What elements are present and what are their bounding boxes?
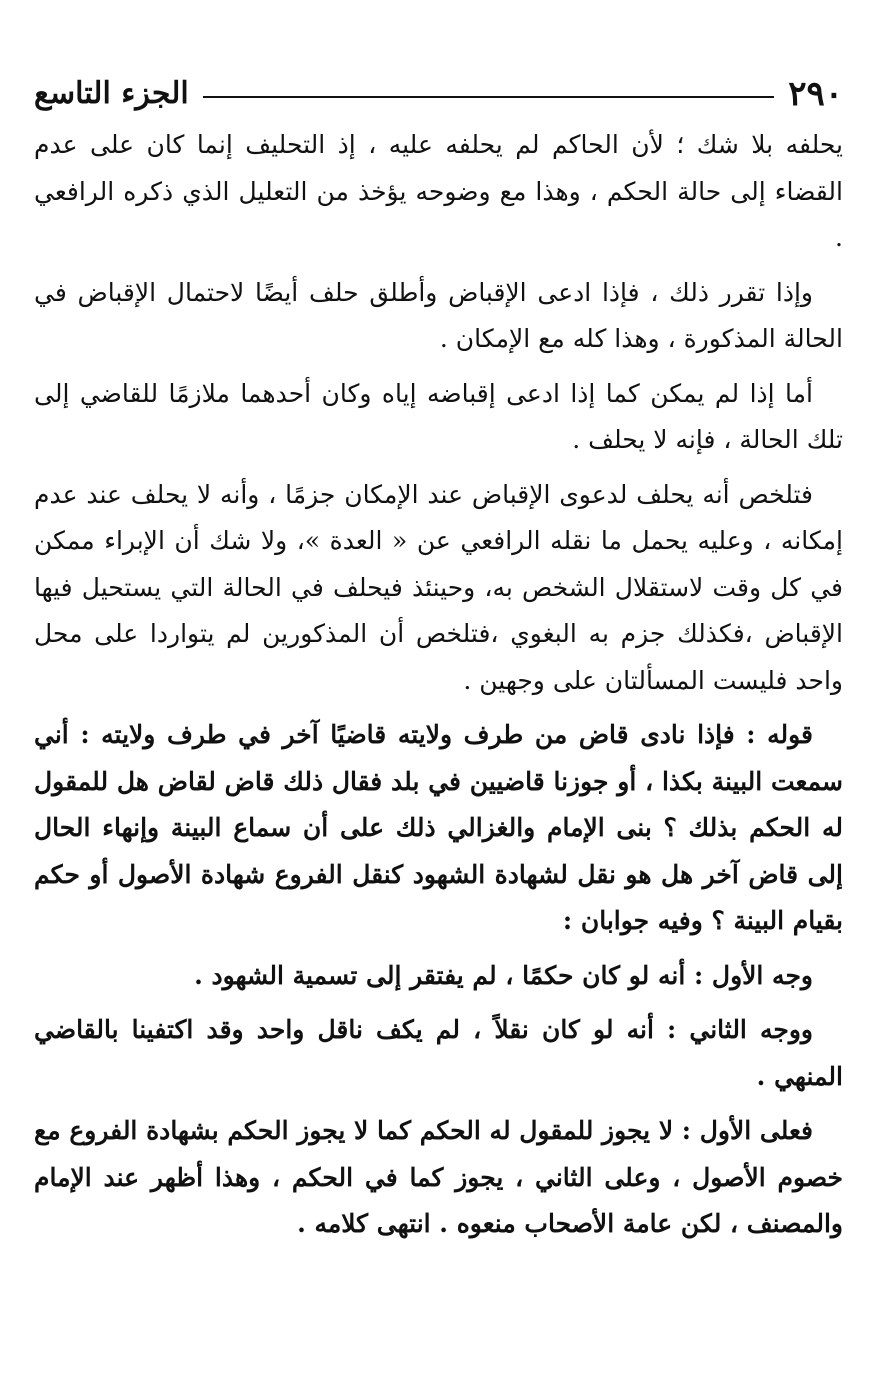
running-title: الجزء التاسع: [34, 76, 189, 111]
paragraph-3: أما إذا لم يمكن كما إذا ادعى إقباضه إياه وكان أحدهما ملازمًا للقاضي إلى تلك الحالة ، فإنه لا يحلف .: [34, 378, 843, 454]
paragraph-2: وإذا تقرر ذلك ، فإذا ادعى الإقباض وأطلق حلف أيضًا لاحتمال الإقباض في الحالة المذكورة ، وهذا كله مع الإمكان .: [34, 277, 843, 353]
paragraph-6-first-view: وجه الأول : أنه لو كان حكمًا ، لم يفتقر إلى تسمية الشهود .: [194, 960, 813, 990]
running-header: [34, 72, 843, 116]
paragraph-4: فتلخص أنه يحلف لدعوى الإقباض عند الإمكان جزمًا ، وأنه لا يحلف عند عدم إمكانه ، وعليه يحمل ما نقله الرافعي عن « العدة »، ولا شك أن الإبراء ممكن في كل وقت لاستقلال الشخص به، وحينئذ فيحلف في الحالة التي يستحيل فيها الإقباض ،فكذلك جزم به البغوي ،فتلخص أن المذكورين لم يتواردا على محل واحد فليست المسألتان على وجهين .: [34, 479, 843, 695]
paragraph-5-quote: قوله : فإذا نادى قاض من طرف ولايته قاضيًا آخر في طرف ولايته : أني سمعت البينة بكذا ، أو جوزنا قاضيين في بلد فقال ذلك قاض لقاض هل للمقول له الحكم بذلك ؟ بنى الإمام والغزالي ذلك على أن سماع البينة وإنهاء الحال إلى قاض آخر هل هو نقل لشهادة الشهود كنقل الفروع شهادة الأصول أو حكم بقيام البينة ؟ وفيه جوابان :: [34, 720, 843, 935]
paragraph-1: يحلفه بلا شك ؛ لأن الحاكم لم يحلفه عليه ، إذ التحليف إنما كان على عدم القضاء إلى حالة الحكم ، وهذا مع وضوحه يؤخذ من التعليل الذي ذكره الرافعي .: [34, 130, 843, 252]
page-number: ٢٩٠: [788, 74, 843, 114]
paragraph-7-second-view: ووجه الثاني : أنه لو كان نقلاً ، لم يكف ناقل واحد وقد اكتفينا بالقاضي المنهي .: [34, 1015, 843, 1091]
paragraph-8-conclusion: فعلى الأول : لا يجوز للمقول له الحكم كما لا يجوز الحكم بشهادة الفروع مع خصوم الأصول ، وعلى الثاني ، يجوز كما في الحكم ، وهذا أظهر عند الإمام والمصنف ، لكن عامة الأصحاب منعوه . انتهى كلامه .: [33, 1116, 843, 1238]
page-body: [34, 122, 843, 1248]
header-rule: [203, 96, 774, 98]
